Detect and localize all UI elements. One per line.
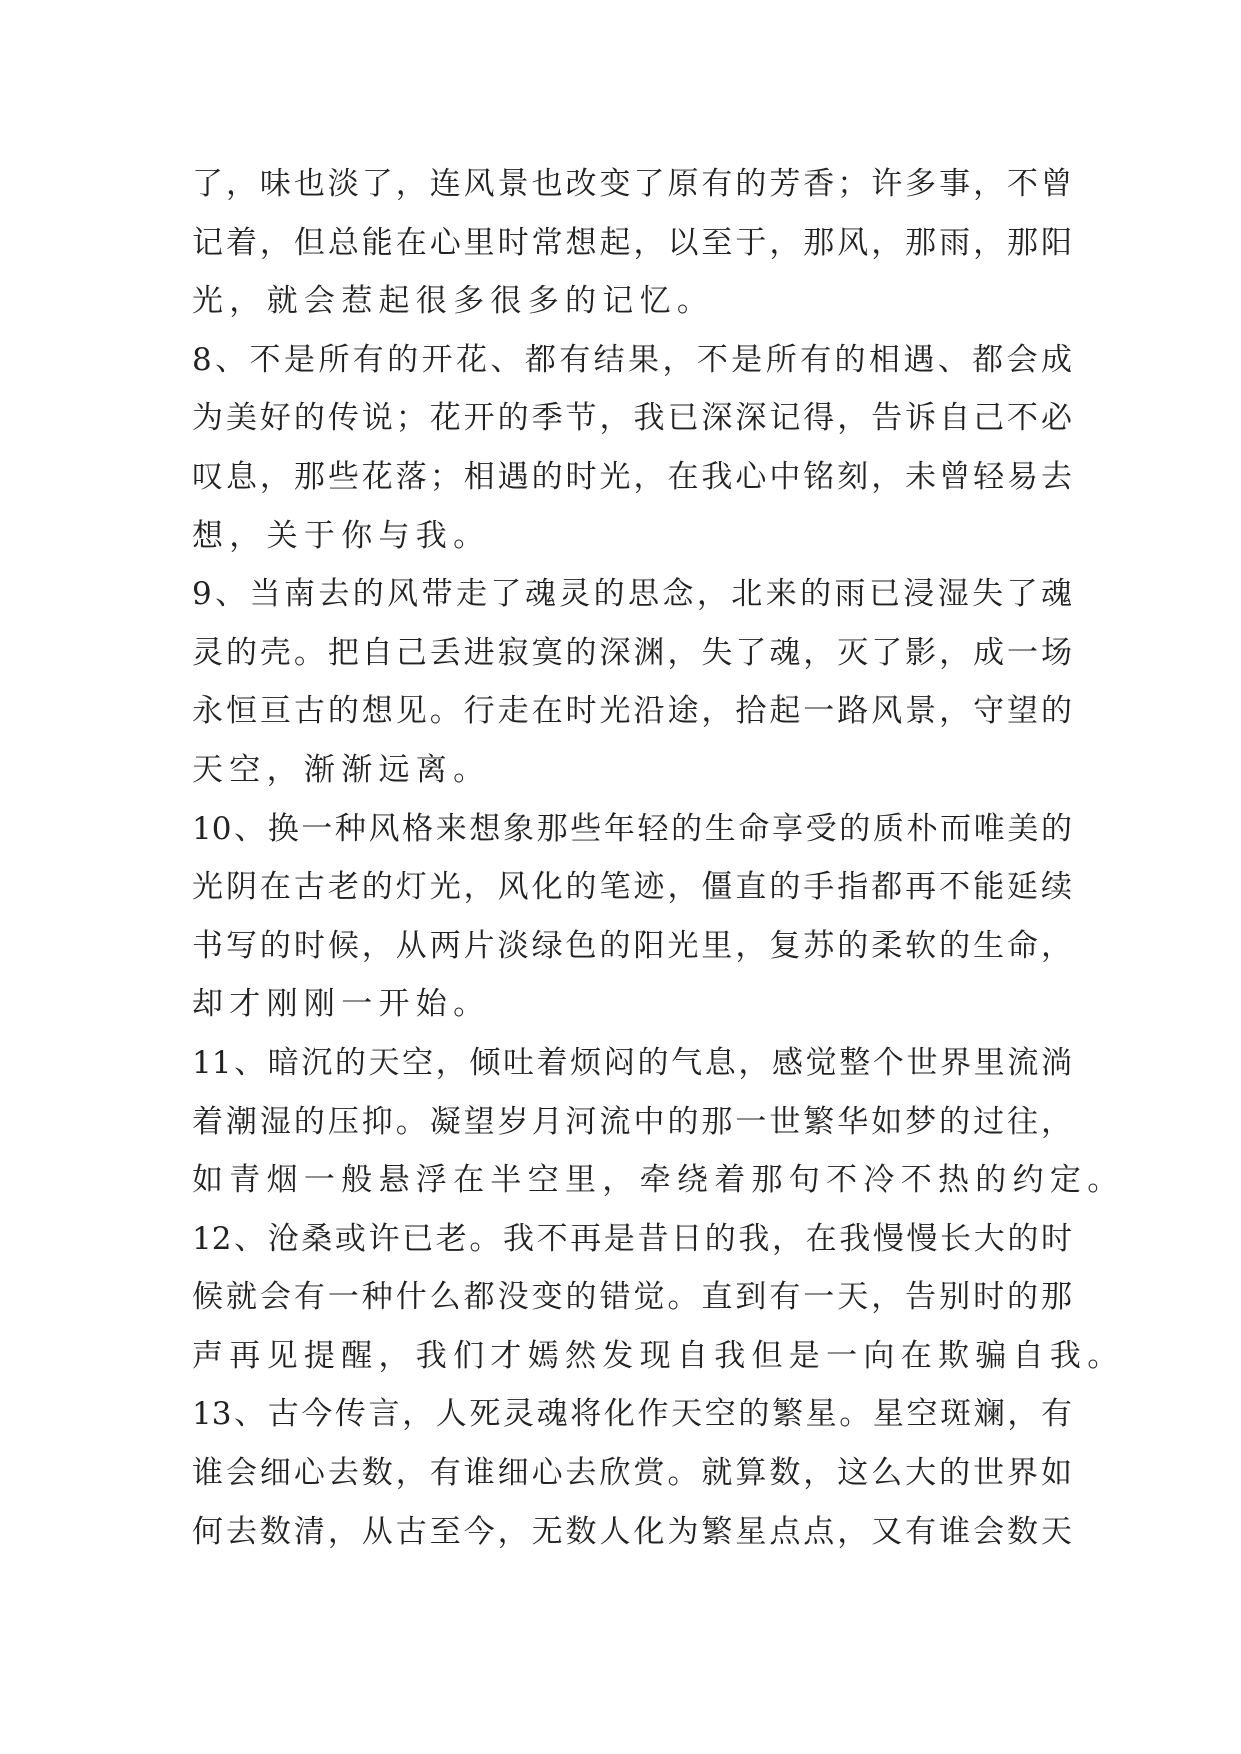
- text-line: 灵的壳。把自己丢进寂寞的深渊，失了魂，灭了影，成一场: [192, 634, 1072, 671]
- text-line: 叹息，那些花落；相遇的时光，在我心中铭刻，未曾轻易去: [192, 458, 1072, 495]
- text-line: 永恒亘古的想见。行走在时光沿途，拾起一路风景，守望的: [192, 693, 1072, 730]
- text-line: 了，味也淡了，连风景也改变了原有的芳香；许多事，不曾: [192, 166, 1072, 202]
- text-line: 着潮湿的压抑。凝望岁月河流中的那一世繁华如梦的过往，: [192, 1103, 1072, 1140]
- text-line: 声再见提醒，我们才嫣然发现自我但是一向在欺骗自我。: [192, 1337, 1125, 1374]
- text-line: 光阴在古老的灯光，风化的笔迹，僵直的手指都再不能延续: [192, 869, 1072, 906]
- body-text: [192, 155, 1125, 1561]
- text-line: 为美好的传说；花开的季节，我已深深记得，告诉自己不必: [192, 400, 1072, 437]
- text-line: 却才刚刚一开始。: [192, 986, 491, 1023]
- text-line: 想，关于你与我。: [192, 517, 491, 554]
- text-line: 11、暗沉的天空，倾吐着烦闷的气息，感觉整个世界里流淌: [192, 1044, 1072, 1081]
- text-line: 光，就会惹起很多很多的记忆。: [192, 283, 715, 320]
- text-line: 13、古今传言，人死灵魂将化作天空的繁星。星空斑斓，有: [192, 1396, 1072, 1433]
- text-line: 候就会有一种什么都没变的错觉。直到有一天，告别时的那: [192, 1279, 1072, 1316]
- text-line: 何去数清，从古至今，无数人化为繁星点点，又有谁会数天: [192, 1513, 1072, 1550]
- text-line: 8、不是所有的开花、都有结果，不是所有的相遇、都会成: [192, 341, 1072, 378]
- text-line: 9、当南去的风带走了魂灵的思念，北来的雨已浸湿失了魂: [192, 576, 1072, 613]
- text-line: 书写的时候，从两片淡绿色的阳光里，复苏的柔软的生命，: [192, 927, 1072, 964]
- text-line: 天空，渐渐远离。: [192, 751, 491, 788]
- text-line: 如青烟一般悬浮在半空里，牵绕着那句不冷不热的约定。: [192, 1162, 1125, 1199]
- text-line: 谁会细心去数，有谁细心去欣赏。就算数，这么大的世界如: [192, 1455, 1072, 1492]
- text-line: 10、换一种风格来想象那些年轻的生命享受的质朴而唯美的: [192, 810, 1072, 847]
- text-line: 记着，但总能在心里时常想起，以至于，那风，那雨，那阳: [192, 224, 1072, 261]
- text-line: 12、沧桑或许已老。我不再是昔日的我，在我慢慢长大的时: [192, 1220, 1072, 1257]
